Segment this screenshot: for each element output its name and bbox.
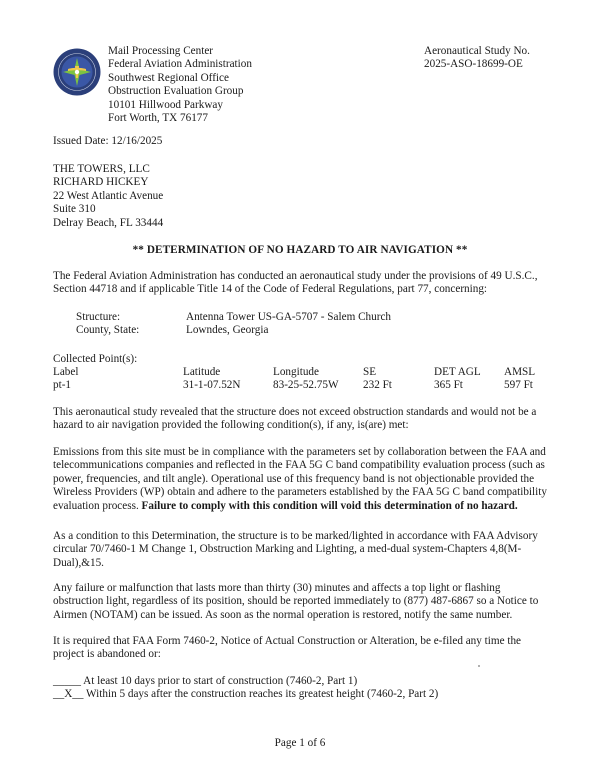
emissions-warning: Failure to comply with this condition will void this determination of no hazard. — [141, 499, 518, 512]
column-header: DET AGL — [434, 366, 481, 378]
county-label: County, State: — [76, 324, 140, 337]
study-number: 2025-ASO-18699-OE — [424, 58, 523, 71]
sender-line: Obstruction Evaluation Group — [108, 85, 244, 98]
structure-label: Structure: — [76, 311, 121, 323]
form-requirement-paragraph: It is required that FAA Form 7460-2, Notice of Actual Construction or Alteration, be e-filed any time the project is abandoned or: — [53, 635, 522, 661]
recipient-line: THE TOWERS, LLC — [53, 163, 150, 175]
table-cell: 232 Ft — [363, 379, 392, 392]
emissions-paragraph — [53, 446, 553, 513]
recipient-line: RICHARD HICKEY — [53, 176, 149, 189]
intro-paragraph: The Federal Aviation Administration has conducted an aeronautical study under the provisions of 49 U.S.C., Section 44718 and if applicable Title 14 of the Code of Federal Regulations, part 77, concerning: — [53, 270, 538, 296]
column-header: Latitude — [183, 366, 221, 378]
sender-line: Mail Processing Center — [108, 45, 214, 57]
table-header-row — [53, 366, 554, 379]
recipient-line: 22 West Atlantic Avenue — [53, 189, 164, 202]
column-header: Longitude — [273, 366, 319, 378]
page-number: Page 1 of 6 — [274, 737, 326, 749]
study-label: Aeronautical Study No. — [424, 45, 530, 57]
marking-condition-paragraph: As a condition to this Determination, the structure is to be marked/lighted in accordance with FAA Advisory circular 70/7460-1 M Change 1, Obstruction Marking and Lighting, a med-dual system-Chapters 4,8(M-Dual),&15. — [53, 530, 538, 569]
sender-line: Fort Worth, TX 76177 — [108, 112, 208, 125]
scan-speck — [478, 665, 480, 667]
table-cell: 365 Ft — [434, 379, 463, 392]
table-cell: 597 Ft — [504, 379, 533, 392]
table-row — [53, 379, 554, 392]
structure-value: Antenna Tower US-GA-5707 - Salem Church — [186, 311, 392, 323]
faa-seal-logo — [53, 48, 101, 96]
column-header: SE — [363, 366, 377, 378]
column-header: AMSL — [504, 366, 536, 378]
light-failure-paragraph: Any failure or malfunction that lasts more than thirty (30) minutes and affects a top light or flashing obstruction light, regardless of its position, should be reported immediately to (877) 487-6867 so a Notice to Airmen (NOTAM) can be issued. As soon as the normal operation is restored, notify the same number. — [53, 582, 539, 621]
collected-points-table — [53, 366, 554, 393]
sender-address-block — [108, 45, 252, 125]
county-value: Lowndes, Georgia — [186, 324, 269, 337]
recipient-line: Suite 310 — [53, 203, 96, 216]
sender-line: Southwest Regional Office — [108, 71, 229, 84]
collected-points-heading: Collected Point(s): — [53, 353, 138, 365]
sender-line: Federal Aviation Administration — [108, 58, 252, 71]
filing-option: __X__ Within 5 days after the construction reaches its greatest height (7460-2, Part 2) — [53, 688, 439, 701]
filing-option: _____ At least 10 days prior to start of construction (7460-2, Part 1) — [53, 675, 358, 687]
table-cell: pt-1 — [53, 379, 72, 392]
study-number-block — [424, 45, 530, 72]
emissions-text: Emissions from this site must be in compliance with the parameters set by collaboration between the FAA and telecommunications companies and reflected in the FAA 5G C band compatibility evaluation process (such as power, frequencies, and tilt angle). Operational use of this frequency band is not objectionable provided the Wireless Providers (WP) obtain and adhere to the parameters established by the FAA 5G C band compatibility evaluation process. — [53, 446, 547, 512]
table-cell: 83-25-52.75W — [273, 379, 339, 392]
issued-date: Issued Date: 12/16/2025 — [53, 135, 163, 147]
document-title: ** DETERMINATION OF NO HAZARD TO AIR NAVIGATION ** — [132, 244, 468, 256]
sender-line: 10101 Hillwood Parkway — [108, 98, 223, 111]
filing-options — [53, 675, 438, 702]
structure-info — [76, 311, 391, 338]
recipient-address-block — [53, 163, 163, 230]
study-result-paragraph: This aeronautical study revealed that the structure does not exceed obstruction standards and would not be a hazard to air navigation provided the following condition(s), if any, is(are) met: — [53, 406, 537, 432]
table-cell: 31-1-07.52N — [183, 379, 241, 392]
column-header: Label — [53, 366, 79, 378]
recipient-line: Delray Beach, FL 33444 — [53, 216, 164, 229]
